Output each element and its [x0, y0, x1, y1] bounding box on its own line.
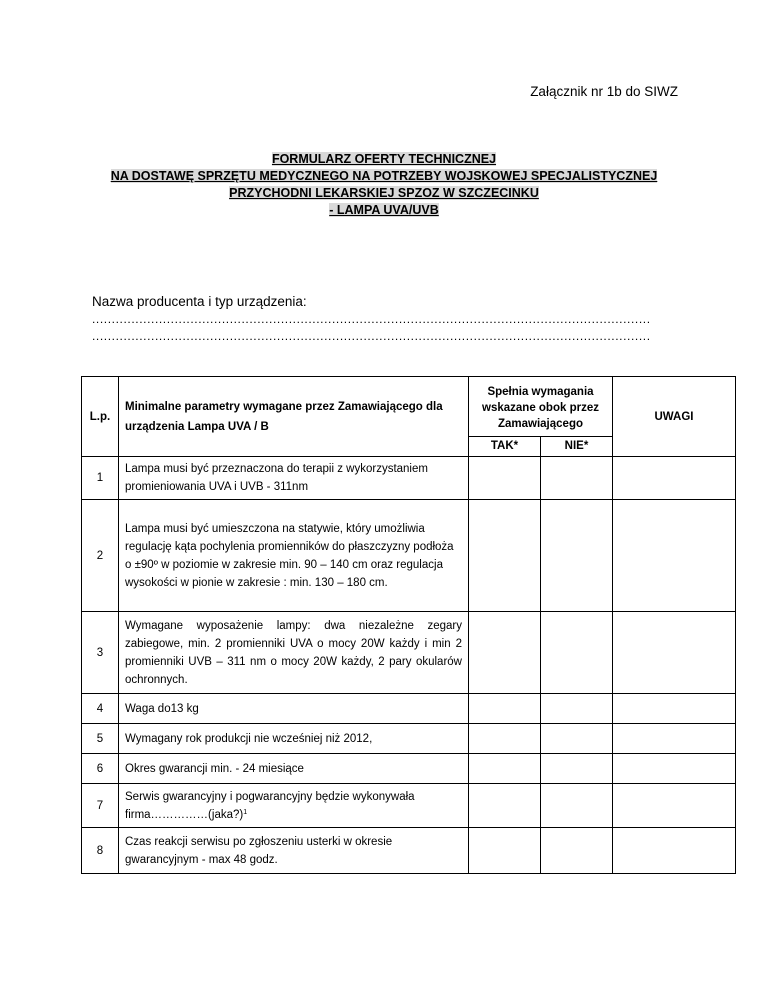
table-row [82, 724, 736, 754]
table-row [82, 754, 736, 784]
header-meets-requirements: Spełnia wymagania wskazane obok przez Zamawiającego [469, 377, 613, 437]
row-requirement: Lampa musi być umieszczona na statywie, który umożliwia regulację kąta pochylenia promienników do płaszczyzny podłoża o ±90º w poziomie w zakresie min. 90 – 140 cm oraz regulacja wysokości w pionie w zakresie : min. 130 – 180 cm. [119, 500, 469, 612]
nie-cell[interactable] [541, 784, 613, 828]
table-row [82, 457, 736, 500]
row-requirement-text: Serwis gwarancyjny i pogwarancyjny będzie wykonywała firma……………(jaka?) [125, 790, 415, 821]
tak-cell[interactable] [469, 500, 541, 612]
row-number: 4 [82, 694, 119, 724]
title-line-2: NA DOSTAWĘ SPRZĘTU MEDYCZNEGO NA POTRZEBY WOJSKOWEJ SPECJALISTYCZNEJ [110, 169, 658, 183]
nie-cell[interactable] [541, 724, 613, 754]
producer-label: Nazwa producenta i typ urządzenia: [92, 294, 307, 309]
row-requirement: Lampa musi być przeznaczona do terapii z wykorzystaniem promieniowania UVA i UVB - 311nm [119, 457, 469, 500]
title-line-1: FORMULARZ OFERTY TECHNICZNEJ [271, 152, 497, 166]
nie-cell[interactable] [541, 457, 613, 500]
nie-cell[interactable] [541, 694, 613, 724]
table-row [82, 828, 736, 874]
uwagi-cell[interactable] [613, 754, 736, 784]
tak-cell[interactable] [469, 754, 541, 784]
row-number: 1 [82, 457, 119, 500]
producer-fill-line-1[interactable]: .............................................................................................................................................. [92, 312, 651, 326]
row-number: 3 [82, 612, 119, 694]
nie-cell[interactable] [541, 754, 613, 784]
nie-cell[interactable] [541, 500, 613, 612]
producer-fill-line-2[interactable]: .............................................................................................................................................. [92, 329, 651, 343]
uwagi-cell[interactable] [613, 612, 736, 694]
uwagi-cell[interactable] [613, 724, 736, 754]
table-row [82, 500, 736, 612]
tak-cell[interactable] [469, 828, 541, 874]
row-number: 2 [82, 500, 119, 612]
row-number: 6 [82, 754, 119, 784]
table-row [82, 784, 736, 828]
row-requirement [119, 784, 469, 828]
tak-cell[interactable] [469, 694, 541, 724]
row-requirement: Waga do13 kg [119, 694, 469, 724]
producer-section [92, 292, 677, 345]
annex-label: Załącznik nr 1b do SIWZ [530, 84, 678, 99]
tak-cell[interactable] [469, 724, 541, 754]
row-requirement: Wymagany rok produkcji nie wcześniej niż 2012, [119, 724, 469, 754]
row-number: 8 [82, 828, 119, 874]
tak-cell[interactable] [469, 784, 541, 828]
row-number: 7 [82, 784, 119, 828]
footnote-marker: 1 [243, 808, 248, 816]
header-parameters: Minimalne parametry wymagane przez Zamawiającego dla urządzenia Lampa UVA / B [119, 377, 469, 457]
uwagi-cell[interactable] [613, 694, 736, 724]
form-title [0, 151, 768, 219]
uwagi-cell[interactable] [613, 500, 736, 612]
row-number: 5 [82, 724, 119, 754]
header-nie: NIE* [541, 437, 613, 457]
header-lp: L.p. [82, 377, 119, 457]
uwagi-cell[interactable] [613, 457, 736, 500]
nie-cell[interactable] [541, 612, 613, 694]
title-line-3: PRZYCHODNI LEKARSKIEJ SPZOZ W SZCZECINKU [229, 186, 539, 200]
table-header-row [82, 377, 736, 437]
title-line-4: - LAMPA UVA/UVB [329, 203, 439, 217]
row-requirement: Okres gwarancji min. - 24 miesiące [119, 754, 469, 784]
tak-cell[interactable] [469, 457, 541, 500]
table-row [82, 612, 736, 694]
row-requirement: Czas reakcji serwisu po zgłoszeniu usterki w okresie gwarancyjnym - max 48 godz. [119, 828, 469, 874]
nie-cell[interactable] [541, 828, 613, 874]
specification-table [81, 376, 736, 874]
header-tak: TAK* [469, 437, 541, 457]
header-uwagi: UWAGI [613, 377, 736, 457]
tak-cell[interactable] [469, 612, 541, 694]
uwagi-cell[interactable] [613, 828, 736, 874]
table-row [82, 694, 736, 724]
uwagi-cell[interactable] [613, 784, 736, 828]
row-requirement: Wymagane wyposażenie lampy: dwa niezależne zegary zabiegowe, min. 2 promienniki UVA o mocy 20W każdy i min 2 promienniki UVB – 311 nm o mocy 20W każdy, 2 pary okularów ochronnych. [119, 612, 469, 694]
